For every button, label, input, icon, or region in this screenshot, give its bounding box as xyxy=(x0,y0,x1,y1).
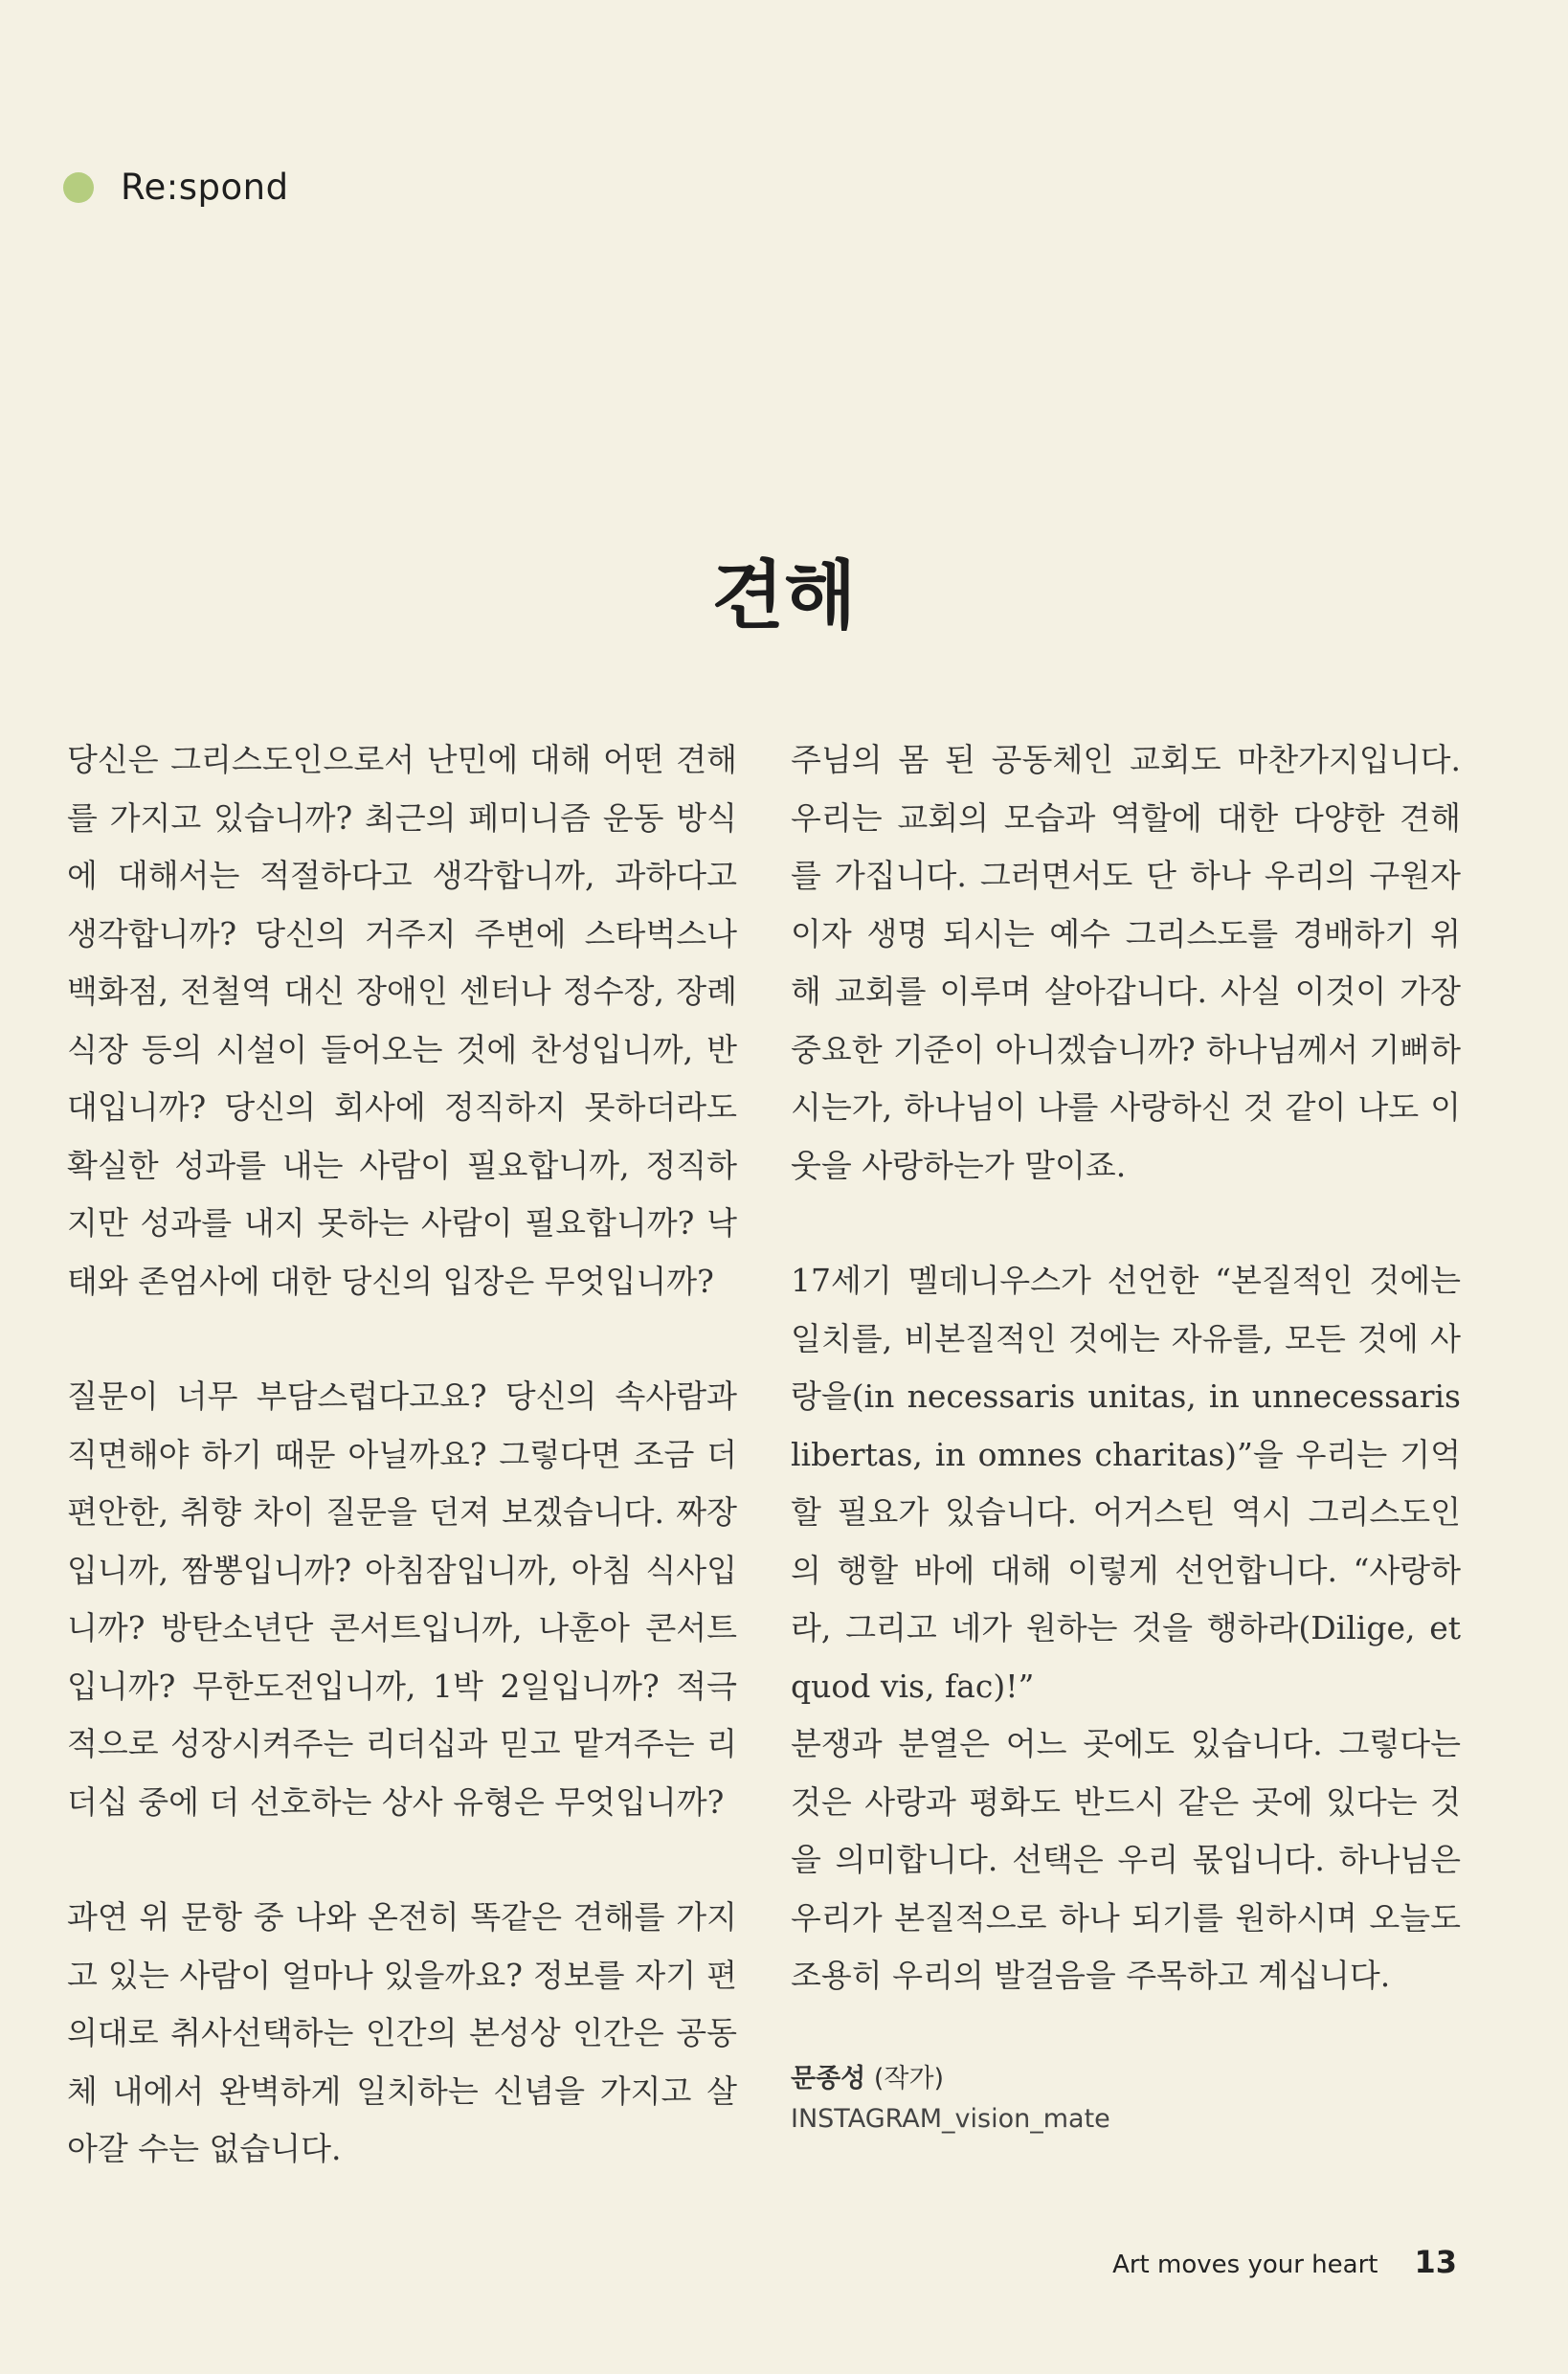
right-column xyxy=(791,731,1461,2139)
footer-tagline: Art moves your heart xyxy=(1112,2251,1378,2279)
author-credit xyxy=(791,2059,1461,2139)
page-number: 13 xyxy=(1414,2244,1457,2280)
author-instagram: INSTAGRAM_vision_mate xyxy=(791,2103,1110,2134)
right-paragraph-2: 17세기 멜데니우스가 선언한 “본질적인 것에는 일치를, 비본질적인 것에는 자유를, 모든 것에 사랑을(in necessaris unitas, in unnecessaris libertas, in omnes charitas)”을 우리는 기억할 필요가 있습니다. 어거스틴 역시 그리스도인의 행할 바에 대해 이렇게 선언합니다. “사랑하라, 그리고 네가 원하는 것을 행하라(Dilige, et quod vis, fac)!” xyxy=(791,1262,1461,1705)
author-role: (작가) xyxy=(873,2063,945,2094)
article-title: 견해 xyxy=(711,552,857,639)
author-line xyxy=(791,2059,1461,2099)
right-paragraph-1: 주님의 몸 된 공동체인 교회도 마찬가지입니다. 우리는 교회의 모습과 역할에 대한 다양한 견해를 가집니다. 그러면서도 단 하나 우리의 구원자이자 생명 되시는 예수 그리스도를 경배하기 위해 교회를 이루며 살아갑니다. 사실 이것이 가장 중요한 기준이 아니겠습니까? 하나님께서 기뻐하시는가, 하나님이 나를 사랑하신 것 같이 나도 이웃을 사랑하는가 말이죠. xyxy=(791,741,1461,1184)
author-name: 문종성 xyxy=(791,2063,866,2094)
section-label: Re:spond xyxy=(121,167,289,208)
section-dot-icon xyxy=(63,172,94,203)
right-paragraph-3: 분쟁과 분열은 어느 곳에도 있습니다. 그렇다는 것은 사랑과 평화도 반드시 같은 곳에 있다는 것을 의미합니다. 선택은 우리 몫입니다. 하나님은 우리가 본질적으로 하나 되기를 원하시며 오늘도 조용히 우리의 발걸음을 주목하고 계십니다. xyxy=(791,1725,1461,1994)
section-tag xyxy=(63,167,289,208)
left-paragraph-1: 당신은 그리스도인으로서 난민에 대해 어떤 견해를 가지고 있습니까? 최근의 페미니즘 운동 방식에 대해서는 적절하다고 생각합니까, 과하다고 생각합니까? 당신의 거주지 주변에 스타벅스나 백화점, 전철역 대신 장애인 센터나 정수장, 장례식장 등의 시설이 들어오는 것에 찬성입니까, 반대입니까? 당신의 회사에 정직하지 못하더라도 확실한 성과를 내는 사람이 필요합니까, 정직하지만 성과를 내지 못하는 사람이 필요합니까? 낙태와 존엄사에 대한 당신의 입장은 무엇입니까? xyxy=(67,741,737,1300)
left-paragraph-3: 과연 위 문항 중 나와 온전히 똑같은 견해를 가지고 있는 사람이 얼마나 있을까요? 정보를 자기 편의대로 취사선택하는 인간의 본성상 인간은 공동체 내에서 완벽하게 일치하는 신념을 가지고 살아갈 수는 없습니다. xyxy=(67,1898,737,2167)
left-paragraph-2: 질문이 너무 부담스럽다고요? 당신의 속사람과 직면해야 하기 때문 아닐까요? 그렇다면 조금 더 편안한, 취향 차이 질문을 던져 보겠습니다. 짜장입니까, 짬뽕입니까? 아침잠입니까, 아침 식사입니까? 방탄소년단 콘서트입니까, 나훈아 콘서트입니까? 무한도전입니까, 1박 2일입니까? 적극적으로 성장시켜주는 리더십과 믿고 맡겨주는 리더십 중에 더 선호하는 상사 유형은 무엇입니까? xyxy=(67,1377,737,1821)
page-footer xyxy=(1112,2244,1457,2280)
left-column xyxy=(67,731,737,2179)
